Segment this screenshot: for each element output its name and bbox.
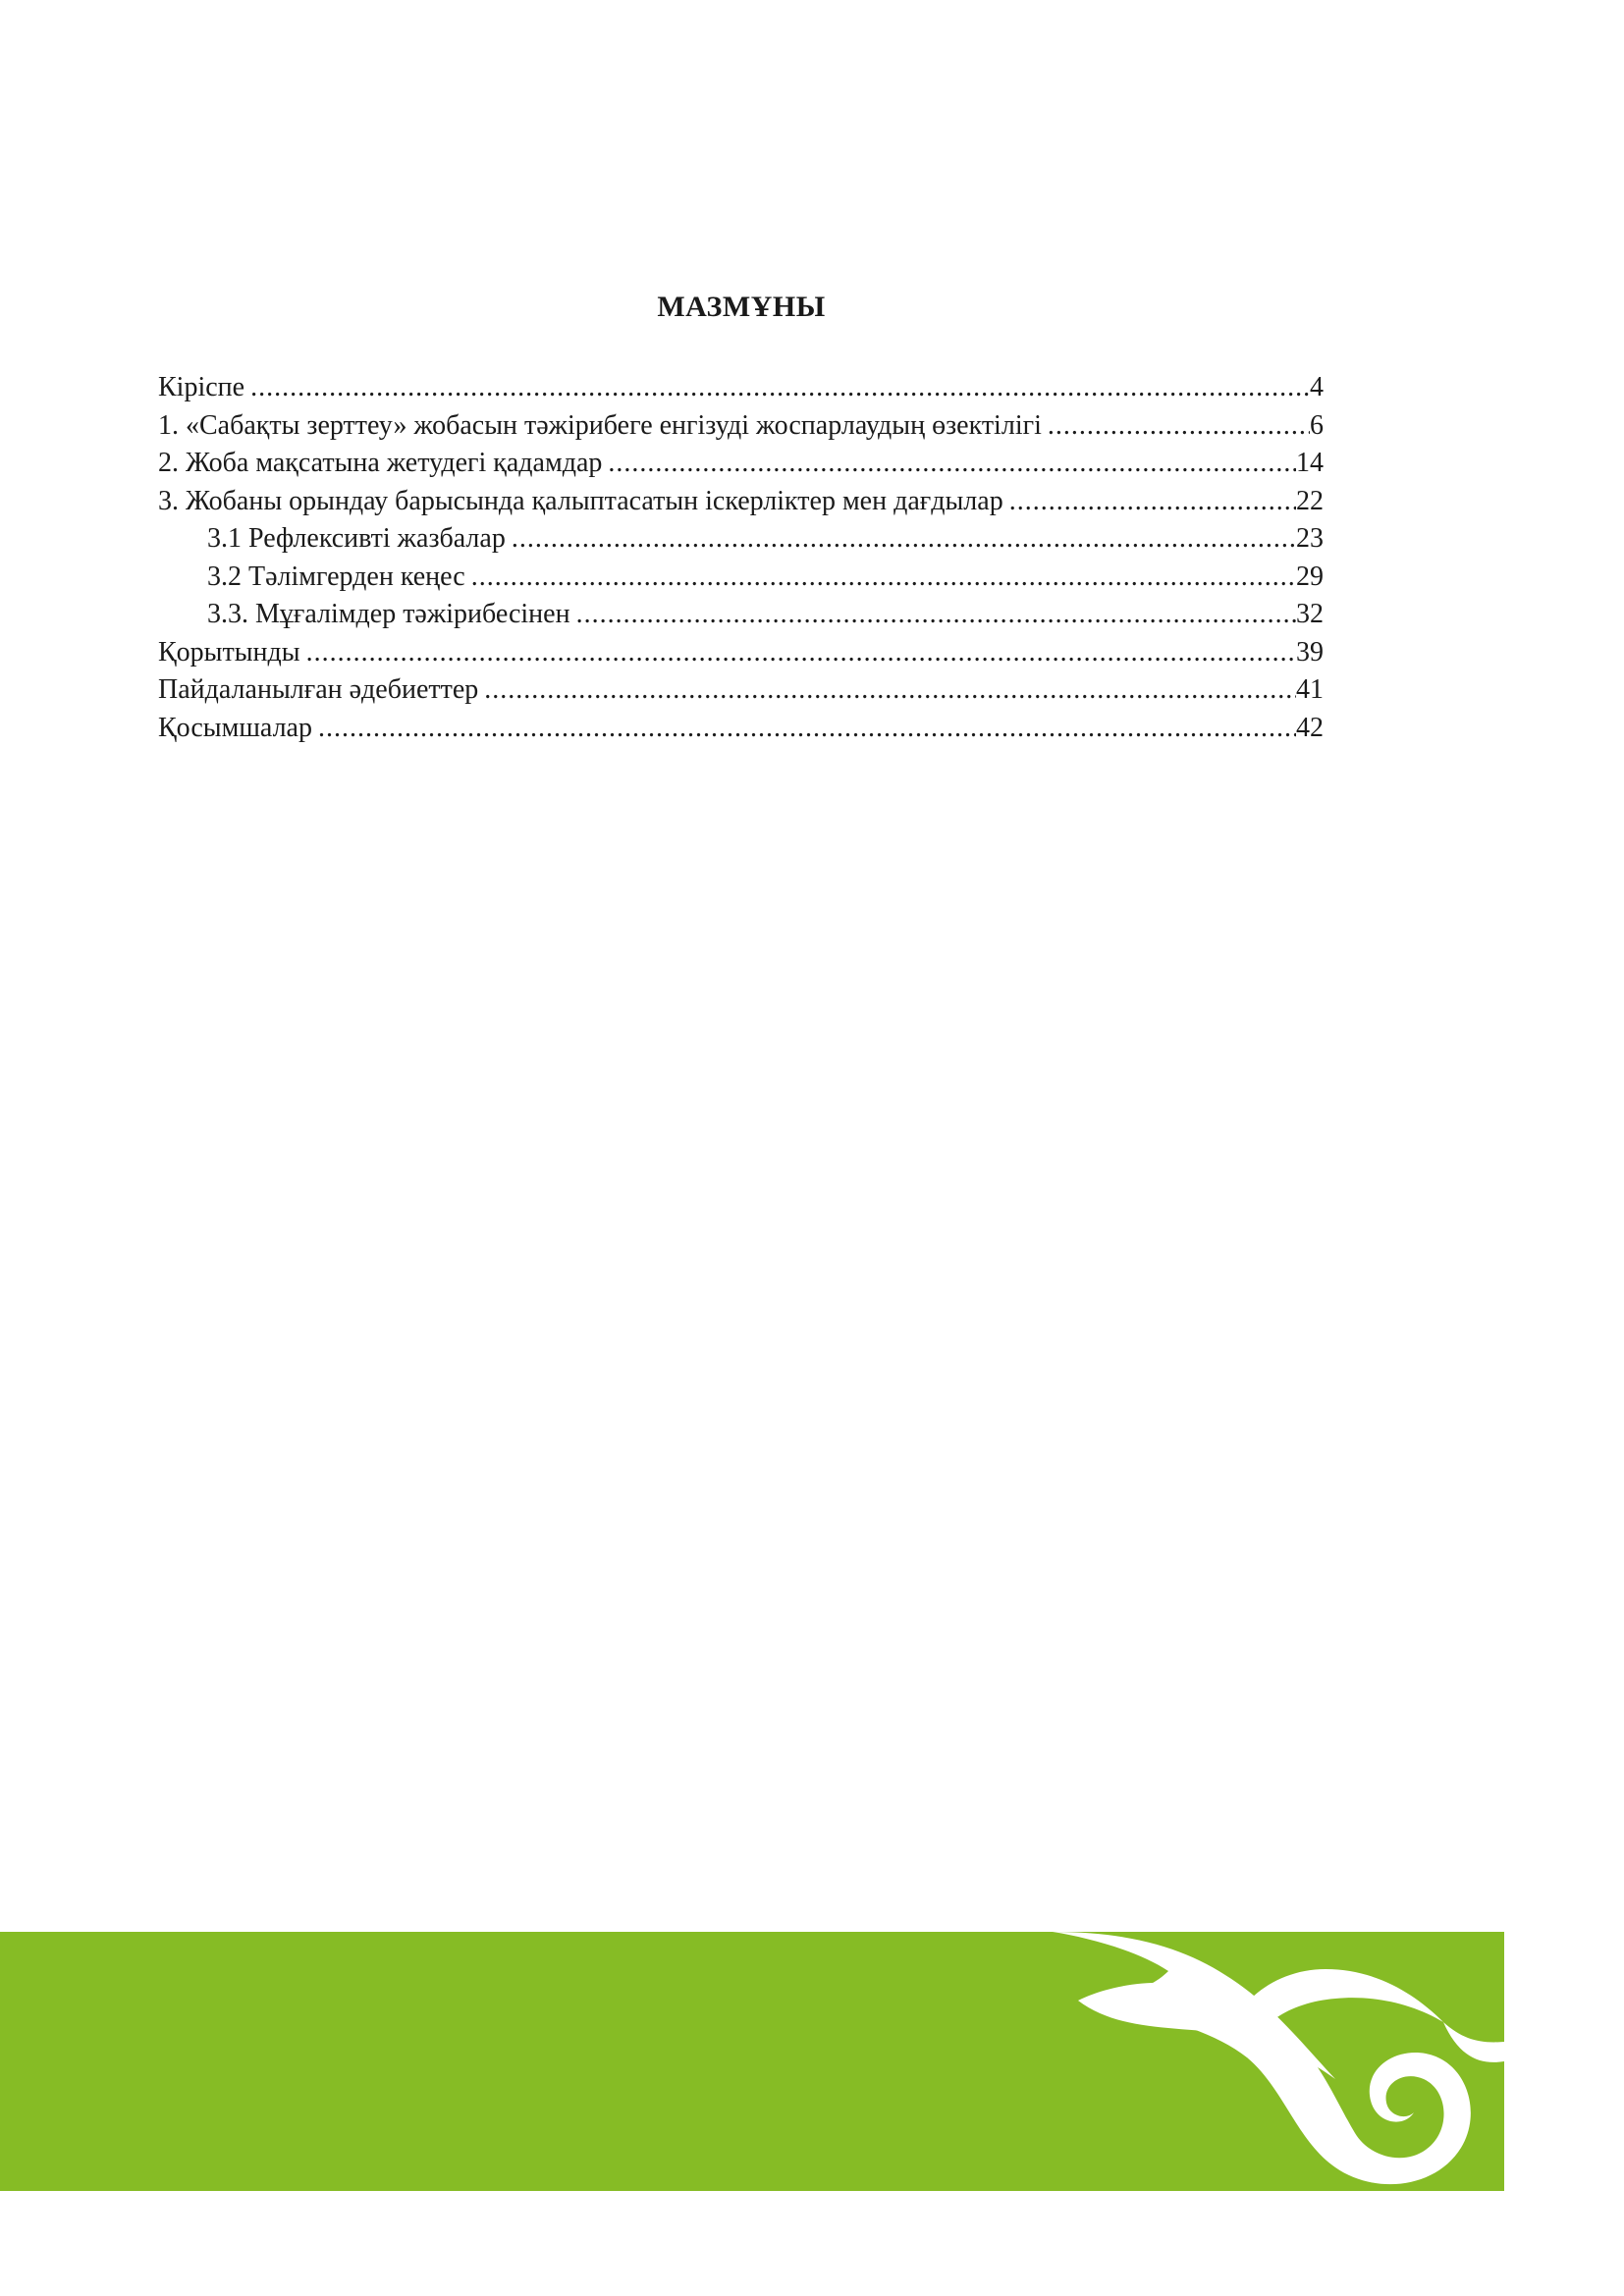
- toc-entry-label: Кіріспе: [158, 372, 245, 402]
- toc-leader-dots: [318, 710, 1296, 748]
- toc-entry-label: 1. «Сабақты зерттеу» жобасын тәжірибеге енгізуді жоспарлаудың өзектілігі: [158, 409, 1042, 441]
- toc-page-number: 29: [1296, 561, 1324, 592]
- toc-entry-section-3-1[interactable]: [158, 520, 1324, 559]
- toc-entry-label: 3.1 Рефлексивті жазбалар: [207, 523, 506, 554]
- toc-entry-label: Пайдаланылған әдебиеттер: [158, 674, 479, 705]
- toc-leader-dots: [1048, 407, 1310, 446]
- toc-entry-appendices[interactable]: [158, 710, 1324, 748]
- toc-page-number: 41: [1296, 674, 1324, 705]
- toc-page-number: 22: [1296, 485, 1324, 516]
- toc-entry-label: 3. Жобаны орындау барысында қалыптасатын іскерліктер мен дағдылар: [158, 485, 1003, 516]
- toc-page-number: 4: [1310, 372, 1324, 402]
- toc-title: МАЗМҰНЫ: [657, 291, 826, 323]
- toc-entry-chapter-3[interactable]: [158, 483, 1324, 521]
- toc-leader-dots: [484, 671, 1296, 710]
- toc-leader-dots: [576, 596, 1296, 634]
- toc-entry-label: 2. Жоба мақсатына жетудегі қадамдар: [158, 448, 603, 478]
- toc-entry-chapter-2[interactable]: [158, 445, 1324, 483]
- toc-entry-references[interactable]: [158, 671, 1324, 710]
- toc-entry-label: 3.2 Тәлімгерден кеңес: [207, 561, 465, 592]
- table-of-contents: [158, 369, 1324, 747]
- toc-leader-dots: [471, 559, 1296, 597]
- decorative-footer-band: [0, 1932, 1504, 2191]
- toc-leader-dots: [608, 445, 1296, 483]
- toc-entry-label: Қосымшалар: [158, 712, 312, 743]
- toc-leader-dots: [1009, 483, 1296, 521]
- toc-entry-section-3-3[interactable]: [158, 596, 1324, 634]
- toc-leader-dots: [512, 520, 1296, 559]
- toc-page-number: 14: [1296, 448, 1324, 478]
- toc-entry-section-3-2[interactable]: [158, 559, 1324, 597]
- toc-leader-dots: [306, 634, 1296, 672]
- toc-page-number: 6: [1310, 409, 1324, 441]
- toc-leader-dots: [250, 369, 1310, 407]
- toc-page-number: 23: [1296, 523, 1324, 554]
- toc-entry-conclusion[interactable]: [158, 634, 1324, 672]
- toc-entry-label: Қорытынды: [158, 636, 300, 667]
- toc-page-number: 39: [1296, 636, 1324, 667]
- toc-entry-chapter-1[interactable]: [158, 407, 1324, 446]
- toc-entry-label: 3.3. Мұғалімдер тәжірибесінен: [207, 599, 570, 629]
- toc-page-number: 32: [1296, 599, 1324, 629]
- toc-page-number: 42: [1296, 712, 1324, 743]
- toc-entry-introduction[interactable]: [158, 369, 1324, 407]
